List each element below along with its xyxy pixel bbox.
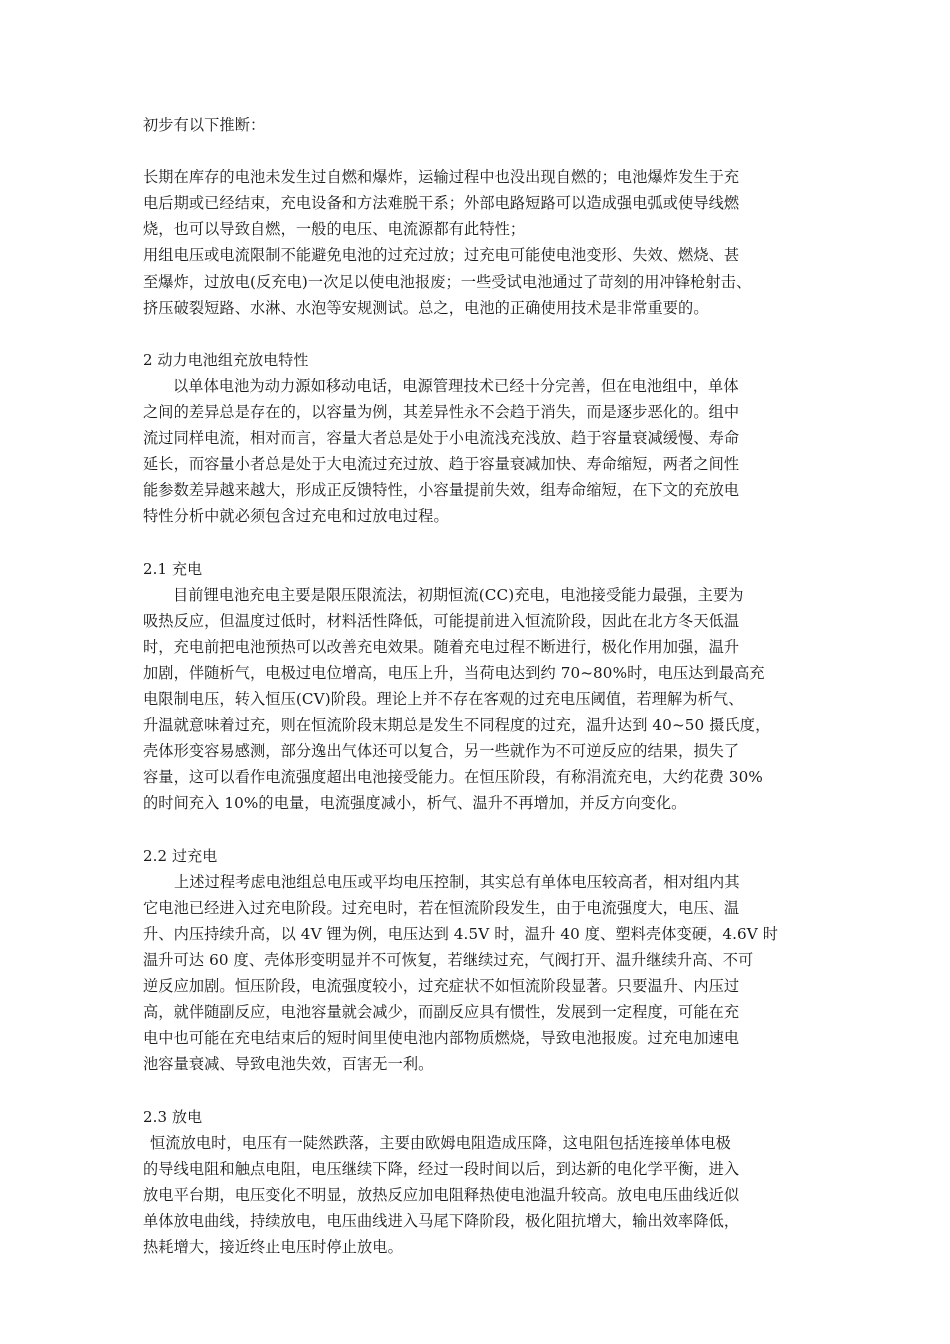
intro-paragraph-2	[143, 242, 811, 320]
section-2-1-paragraph	[143, 582, 811, 817]
text-line: 挤压破裂短路、水淋、水泡等安规测试。总之，电池的正确使用技术是非常重要的。	[143, 298, 709, 317]
text-line: 吸热反应，但温度过低时，材料活性降低，可能提前进入恒流阶段，因此在北方冬天低温	[143, 611, 740, 630]
paragraph-gap	[143, 817, 811, 843]
text-line: 壳体形变容易感测，部分逸出气体还可以复合，另一些就作为不可逆反应的结果，损失了	[143, 742, 740, 761]
text-line: 升温就意味着过充，则在恒流阶段末期总是发生不同程度的过充，温升达到 40~50 摄氏度，	[143, 716, 771, 735]
text-line: 至爆炸，过放电(反充电)一次足以使电池报废；一些受试电池通过了苛刻的用冲锋枪射击、	[143, 272, 752, 291]
text-line: 特性分析中就必须包含过充电和过放电过程。	[143, 507, 449, 526]
text-line: 的时间充入 10%的电量，电流强度减小，析气、温升不再增加，并反方向变化。	[143, 794, 687, 813]
section-heading-2-3: 2.3 放电	[143, 1107, 203, 1126]
text-line: 长期在库存的电池未发生过自燃和爆炸，运输过程中也没出现自燃的；电池爆炸发生于充	[143, 168, 740, 187]
text-line: 能参数差异越来越大，形成正反馈特性，小容量提前失效，组寿命缩短，在下文的充放电	[143, 481, 740, 500]
text-line: 的导线电阻和触点电阻，电压继续下降，经过一段时间以后，到达新的电化学平衡，进入	[143, 1159, 740, 1178]
section-heading-2: 2 动力电池组充放电特性	[143, 350, 309, 369]
section-2-3-paragraph	[143, 1130, 811, 1260]
text-line: 温升可达 60 度、壳体形变明显并不可恢复，若继续过充，气阀打开、温升继续升高、不可	[143, 951, 754, 969]
text-line: 目前锂电池充电主要是限压限流法，初期恒流(CC)充电，电池接受能力最强，主要为	[173, 585, 744, 604]
text-line: 单体放电曲线，持续放电，电压曲线进入马尾下降阶段，极化阻抗增大，输出效率降低，	[143, 1211, 740, 1230]
text-line: 加剧，伴随析气，电极过电位增高，电压上升，当荷电达到约 70~80%时，电压达到最高充	[143, 663, 765, 682]
text-line: 以单体电池为动力源如移动电话，电源管理技术已经十分完善，但在电池组中，单体	[173, 376, 739, 395]
text-line: 高，就伴随副反应，电池容量就会减少，而副反应具有惯性，发展到一定程度，可能在充	[143, 1003, 740, 1022]
intro-paragraph-1	[143, 164, 811, 242]
text-line: 池容量衰减、导致电池失效，百害无一利。	[143, 1055, 434, 1074]
text-line: 放电平台期，电压变化不明显，放热反应加电阻释热使电池温升较高。放电电压曲线近似	[143, 1185, 740, 1204]
text-line: 用组电压或电流限制不能避免电池的过充过放；过充电可能使电池变形、失效、燃烧、甚	[143, 246, 740, 265]
text-line: 上述过程考虑电池组总电压或平均电压控制，其实总有单体电压较高者，相对组内其	[174, 872, 740, 891]
paragraph-gap	[143, 321, 811, 347]
section-heading-2-2: 2.2 过充电	[143, 846, 218, 865]
text-line: 时，充电前把电池预热可以改善充电效果。随着充电过程不断进行，极化作用加强，温升	[143, 637, 740, 656]
paragraph-gap	[143, 530, 811, 556]
section-2-2-paragraph	[143, 869, 811, 1078]
text-line: 热耗增大，接近终止电压时停止放电。	[143, 1238, 403, 1257]
text-line: 电中也可能在充电结束后的短时间里使电池内部物质燃烧，导致电池报废。过充电加速电	[143, 1029, 740, 1048]
text-line: 烧，也可以导致自燃，一般的电压、电流源都有此特性；	[143, 220, 526, 239]
document-page	[143, 112, 811, 1260]
intro-lead: 初步有以下推断：	[143, 116, 266, 134]
text-line: 延长，而容量小者总是处于大电流过充过放、趋于容量衰减加快、寿命缩短，两者之间性	[143, 455, 740, 474]
paragraph-gap	[143, 1077, 811, 1103]
text-line: 之间的差异总是存在的，以容量为例，其差异性永不会趋于消失，而是逐步恶化的。组中	[143, 403, 740, 422]
text-line: 升、内压持续升高，以 4V 锂为例，电压达到 4.5V 时，温升 40 度、塑料壳体变硬，4.6V 时	[143, 924, 779, 943]
paragraph-gap	[143, 138, 811, 164]
text-line: 电后期或已经结束，充电设备和方法难脱干系；外部电路短路可以造成强电弧或使导线燃	[143, 194, 740, 213]
section-2-paragraph	[143, 373, 811, 530]
text-line: 它电池已经进入过充电阶段。过充电时，若在恒流阶段发生，由于电流强度大，电压、温	[143, 898, 740, 917]
section-heading-2-1: 2.1 充电	[143, 559, 203, 578]
text-line: 容量，这可以看作电流强度超出电池接受能力。在恒压阶段，有称涓流充电，大约花费 30%	[143, 768, 763, 787]
text-line: 逆反应加剧。恒压阶段，电流强度较小，过充症状不如恒流阶段显著。只要温升、内压过	[143, 977, 740, 996]
text-line: 恒流放电时，电压有一陡然跌落，主要由欧姆电阻造成压降，这电阻包括连接单体电极	[150, 1133, 731, 1152]
text-line: 流过同样电流，相对而言，容量大者总是处于小电流浅充浅放、趋于容量衰减缓慢、寿命	[143, 429, 740, 448]
text-line: 电限制电压，转入恒压(CV)阶段。理论上并不存在客观的过充电压阈值，若理解为析气、	[143, 690, 744, 709]
